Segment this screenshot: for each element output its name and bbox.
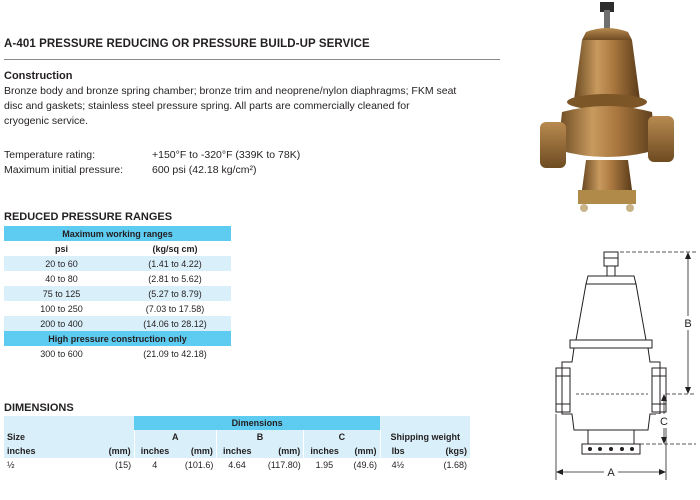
table-row — [4, 346, 231, 361]
table-row — [4, 316, 231, 331]
drawing-flange — [570, 340, 652, 348]
specs-block — [0, 149, 470, 181]
drawing-bottom-plug — [588, 430, 634, 444]
max-initial-pressure-label: Maximum initial pressure: — [4, 164, 124, 176]
construction-text — [4, 84, 474, 129]
valve-photo — [528, 0, 700, 222]
drawing-body — [562, 348, 660, 430]
dimension-c-label: C — [660, 416, 668, 428]
b-inches-cell: 4.64 — [228, 460, 246, 470]
size-header: Size — [4, 430, 134, 444]
kg-cell: (14.06 to 28.12) — [119, 316, 231, 331]
drawing-chamber — [576, 284, 646, 340]
c-inches-cell: 1.95 — [315, 460, 334, 470]
page-title: A-401 PRESSURE REDUCING OR PRESSURE BUILD-UP SERVICE — [4, 38, 370, 50]
construction-line: cryogenic service. — [4, 115, 89, 127]
bottom-cap — [582, 160, 632, 190]
kg-cell: (2.81 to 5.62) — [148, 273, 202, 284]
construction-line: disc and gaskets; stainless steel pressure spring. All parts are commercially cleaned for — [4, 100, 410, 112]
unit-inches: inches — [134, 444, 175, 458]
base-bolt — [580, 204, 588, 212]
ranges-heading: REDUCED PRESSURE RANGES — [4, 211, 173, 223]
c-mm-cell: (49.6) — [353, 460, 378, 470]
kg-cell: (21.09 to 42.18) — [143, 348, 207, 359]
col-psi-header: psi — [4, 241, 119, 256]
unit-inches: inches — [216, 444, 257, 458]
table-row — [4, 286, 231, 301]
bottom-plug — [578, 190, 636, 204]
table-row — [4, 271, 231, 286]
base-bolt — [626, 204, 634, 212]
a-inches-cell: 4 — [152, 460, 158, 470]
drawing-inlet — [556, 368, 570, 412]
construction-line: Bronze body and bronze spring chamber; bronze trim and neoprene/nylon diaphragms; FKM seat — [4, 85, 457, 97]
psi-cell: 200 to 400 — [4, 316, 119, 331]
drawing-bonnet — [586, 276, 636, 284]
dimension-a-label: A — [607, 467, 615, 479]
a-mm-cell: (101.6) — [184, 460, 214, 470]
kg-cell: (5.27 to 8.79) — [119, 286, 231, 301]
psi-cell: 100 to 250 — [40, 303, 83, 314]
unit-lbs: lbs — [380, 444, 416, 458]
high-pressure-band: High pressure construction only — [4, 331, 231, 346]
psi-cell: 40 to 80 — [45, 273, 78, 284]
unit-mm: (mm) — [176, 444, 217, 458]
weight-kgs-cell: (1.68) — [443, 460, 467, 470]
dimensions-group-header: Dimensions — [134, 416, 380, 430]
table-row — [4, 458, 470, 472]
bonnet-cap — [582, 28, 632, 40]
max-initial-pressure-value: 600 psi (42.18 kg/cm²) — [152, 164, 257, 176]
psi-cell: 20 to 60 — [4, 256, 119, 271]
construction-heading: Construction — [4, 70, 73, 82]
col-kg-header: (kg/sq cm) — [119, 241, 231, 256]
weight-lbs-cell: 4½ — [391, 460, 405, 470]
col-a-header: A — [134, 430, 216, 444]
max-working-ranges-band: Maximum working ranges — [4, 226, 231, 241]
dimensions-heading: DIMENSIONS — [4, 402, 74, 414]
col-b-header: B — [216, 430, 303, 444]
title-divider — [4, 59, 500, 60]
drawing-screw — [607, 266, 615, 276]
b-mm-cell: (117.80) — [267, 460, 301, 470]
size-mm-cell: (15) — [115, 460, 132, 470]
table-row — [4, 256, 231, 271]
kg-cell: (1.41 to 4.22) — [119, 256, 231, 271]
kg-cell: (7.03 to 17.58) — [145, 303, 205, 314]
temperature-rating-value: +150°F to -320°F (339K to 78K) — [152, 149, 301, 161]
unit-kgs: (kgs) — [416, 444, 470, 458]
unit-mm: (mm) — [345, 444, 380, 458]
unit-inches: inches — [4, 444, 75, 458]
drawing-nut — [604, 252, 618, 266]
outlet-port — [648, 116, 674, 162]
shipping-weight-header: Shipping weight — [380, 430, 470, 444]
col-c-header: C — [304, 430, 380, 444]
valve-dimension-drawing — [548, 244, 700, 488]
dimensions-table — [4, 416, 470, 472]
unit-mm: (mm) — [258, 444, 304, 458]
pressure-ranges-table — [4, 226, 231, 361]
table-row — [4, 301, 231, 316]
inlet-port — [540, 122, 566, 168]
size-inches-cell: ½ — [7, 460, 15, 470]
unit-mm: (mm) — [75, 444, 134, 458]
temperature-rating-label: Temperature rating: — [4, 149, 96, 161]
valve-body — [558, 106, 656, 157]
psi-cell: 75 to 125 — [4, 286, 119, 301]
unit-inches: inches — [304, 444, 345, 458]
psi-cell: 300 to 600 — [40, 348, 83, 359]
dimension-b-label: B — [684, 318, 692, 330]
